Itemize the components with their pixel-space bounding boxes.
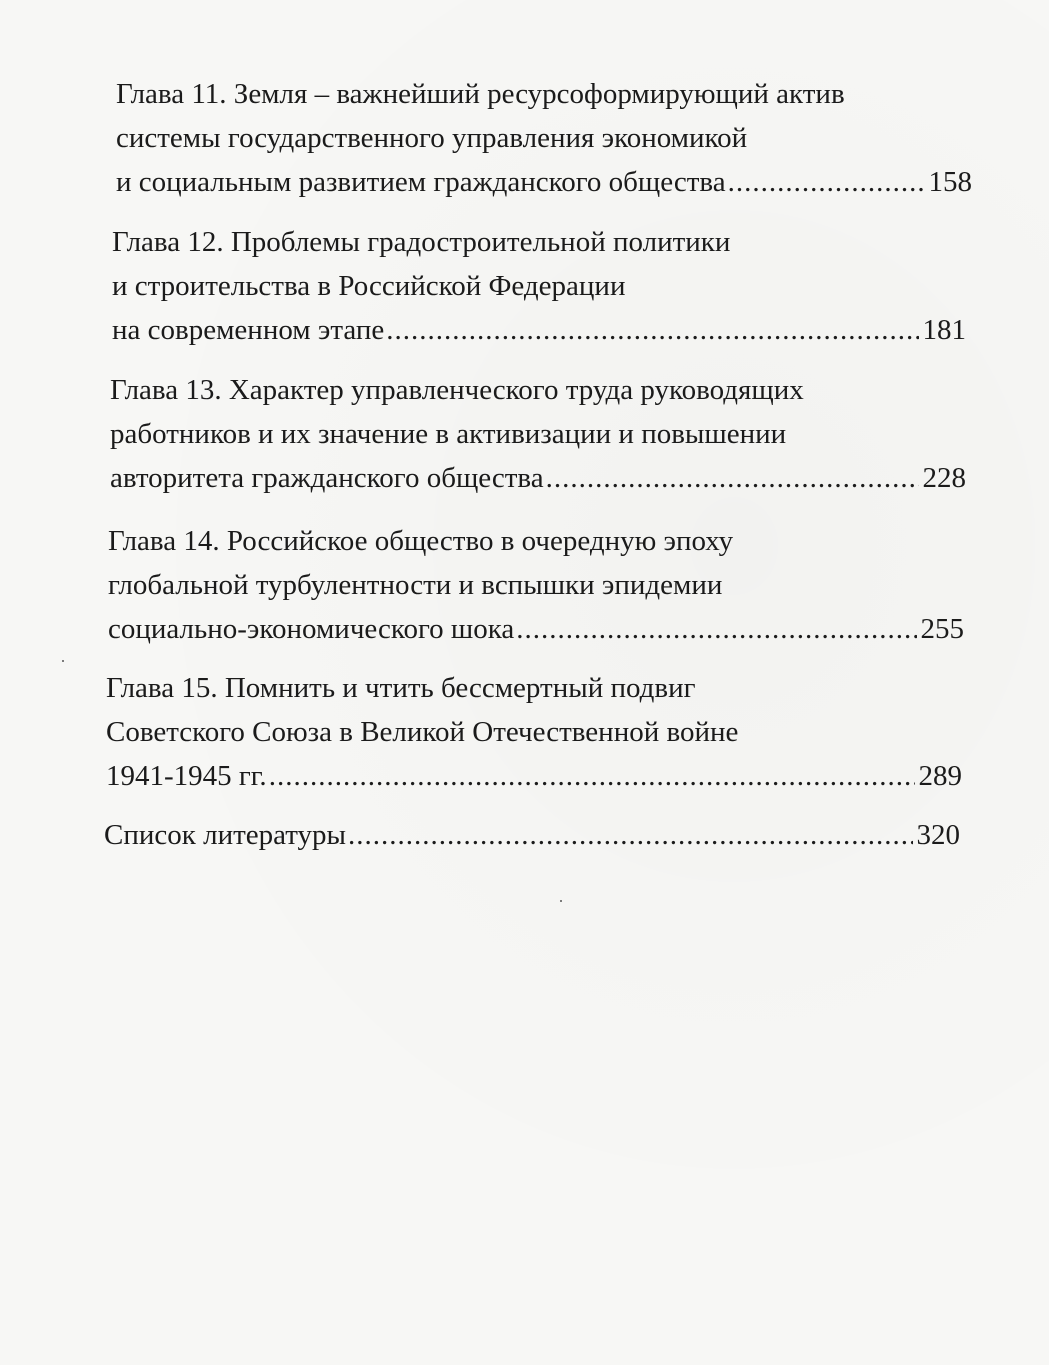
page-number: 320 (916, 819, 960, 851)
paper-speck (560, 900, 562, 902)
toc-entry-title-line: Глава 15. Помнить и чтить бессмертный подвиг (106, 672, 696, 704)
dot-leader (728, 160, 925, 204)
dot-leader (516, 607, 916, 651)
dot-leader (348, 813, 912, 857)
toc-entry-title-line: глобальной турбулентности и вспышки эпидемии (108, 569, 723, 601)
page-number: 289 (918, 760, 962, 792)
toc-entry-title-line: и строительства в Российской Федерации (112, 270, 626, 302)
page-number: 228 (922, 462, 966, 494)
toc-entry-chapter-15 (106, 666, 962, 798)
toc-entry-title-line: работников и их значение в активизации и повышении (110, 418, 787, 450)
toc-entry-title-line: Советского Союза в Великой Отечественной войне (106, 716, 739, 748)
toc-entry-last-line (116, 160, 972, 204)
toc-entry-title-line: социально-экономического шока (108, 613, 515, 645)
toc-entry-chapter-13 (110, 368, 966, 500)
toc-entry-title-line: Глава 11. Земля – важнейший ресурсоформирующий актив (116, 78, 845, 110)
page-number: 181 (922, 314, 966, 346)
toc-entry-title-line: Список литературы (104, 819, 347, 851)
toc-entry-last-line (112, 308, 966, 352)
toc-entry-last-line (106, 754, 962, 798)
dot-leader (386, 308, 918, 352)
toc-entry-chapter-14 (108, 519, 964, 651)
toc-entry-title-line: на современном этапе (112, 314, 385, 346)
toc-entry-title-line: и социальным развитием гражданского общества (116, 166, 726, 198)
toc-entry-chapter-11 (116, 72, 972, 204)
dot-leader (269, 754, 915, 798)
toc-entry-title-line: системы государственного управления экономикой (116, 122, 748, 154)
toc-entry-bibliography (104, 813, 960, 857)
toc-entry-last-line (108, 607, 964, 651)
toc-entry-last-line (110, 456, 966, 500)
toc-entry-title-line: Глава 13. Характер управленческого труда руководящих (110, 374, 804, 406)
toc-entry-title-line: Глава 14. Российское общество в очередную эпоху (108, 525, 734, 557)
dot-leader (546, 456, 919, 500)
toc-entry-title-line: 1941-1945 гг. (106, 760, 267, 792)
page-number: 158 (928, 166, 972, 198)
toc-entry-title-line: Глава 12. Проблемы градостроительной политики (112, 226, 731, 258)
toc-entry-last-line (104, 813, 960, 857)
toc-entry-chapter-12 (112, 220, 966, 352)
paper-speck (62, 660, 64, 662)
toc-entry-title-line: авторитета гражданского общества (110, 462, 544, 494)
page-number: 255 (920, 613, 964, 645)
